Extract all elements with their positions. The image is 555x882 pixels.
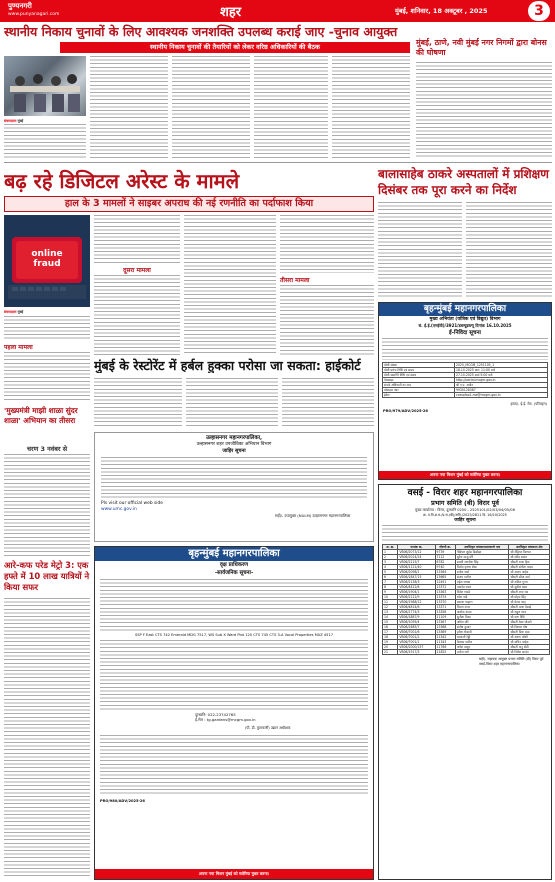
vasai-table-cell: 19 [383, 640, 398, 645]
vasai-table-cell: श्रीमती माया देसाई [509, 605, 550, 610]
vasai-table-row [383, 625, 550, 630]
story1-subhead: स्थानीय निकाय चुनावों की तैयारियों को लेकर वरिष्ठ अधिकारियों की बैठक [60, 42, 410, 53]
vasai-column-header: नोंदणी क्र. [435, 545, 455, 550]
vasai-table-row [383, 645, 550, 650]
issue-date: मुंबई, शनिवार, 18 अक्टूबर , 2025 [395, 7, 488, 15]
vasai-table-cell: विनोद कृष्णा शेख [455, 565, 509, 570]
vasai-table-cell: 16 [383, 625, 398, 630]
vasai-table-cell: 3 [383, 560, 398, 565]
vasai-table-cell: 13363 [435, 590, 455, 595]
story5-subhead: चरण 3 नवंबर से [26, 445, 68, 453]
story1-body-col3 [172, 56, 250, 158]
vasai-table-cell: VB06/2024/24 [398, 555, 435, 560]
story3-body-col4 [280, 285, 374, 355]
vasai-table-cell: VB06/2000/157 [398, 645, 435, 650]
bmc-tree-pro: PRO/980/ADV/2025-26 [100, 799, 145, 803]
bmc-tree-kind: -सार्वजनिक सूचना- [214, 570, 254, 576]
bmc-tree-dept: वृक्ष प्राधिकरण [219, 562, 249, 568]
vasai-table-cell: VB06/4422/6 [398, 585, 435, 590]
vasai-table-cell: 13367 [435, 620, 455, 625]
story3-body-col4a [280, 215, 374, 273]
story1-body-col5 [332, 56, 410, 158]
story3-headline: बढ़ रहे डिजिटल अरेस्ट के मामले [4, 169, 240, 193]
story3-heading-case3: तीसरा मामला [280, 277, 310, 284]
vasai-table-cell: 11109 [435, 615, 455, 620]
bmc-notice-number: सं. ई.ई.(एमईवी)/3921/डब्ल्यूडब्ल्यू दिनांक 16.10.2025 [418, 323, 512, 328]
bmc-tree-authority-notice [94, 546, 374, 880]
story1-body [4, 124, 86, 158]
vasai-table-cell: 13 [383, 610, 398, 615]
vasai-table-cell: दिनेश गावडे [455, 590, 509, 595]
vasai-table-cell: संजय पाटील [455, 575, 509, 580]
vasai-table-cell: श्रीमती संगीता कदम [509, 565, 550, 570]
vasai-table-cell: राजेश शर्मा [455, 570, 509, 575]
story1-headline: स्थानीय निकाय चुनावों के लिए आवश्यक जनशक्ति उपलब्ध कराई जाए -चुनाव आयुक्त [4, 24, 398, 39]
vasai-table-cell: VB06/4814/6 [398, 605, 435, 610]
vasai-table-row [383, 575, 550, 580]
vasai-table-row [383, 620, 550, 625]
story3-body-col1 [4, 316, 90, 340]
vasai-sub: प्रभाग समिति (बी) विरार पूर्व [431, 499, 499, 507]
bmc-notice-sign: हस्ता/- ई.ई. मेव. (परिवहन) [510, 402, 547, 406]
vasai-table-cell: VB06/1121/40 [398, 565, 435, 570]
vasai-body [382, 525, 548, 543]
ulhasnagar-notice [94, 432, 374, 542]
vasai-table-row [383, 610, 550, 615]
vasai-table-cell: 17 [383, 630, 398, 635]
vasai-table-row [383, 640, 550, 645]
bmc-tender-key: वेबसाइट [383, 378, 455, 383]
story1-body-col2 [90, 56, 168, 158]
vasai-table-cell: हरीश गोसावी [455, 630, 509, 635]
vasai-table-cell: 20 [383, 645, 398, 650]
vasai-table-cell: 13370 [435, 600, 455, 605]
vasai-table-cell: विजय नायर [455, 605, 509, 610]
ulhasnagar-link: Pls visit our official web side [101, 501, 164, 506]
vasai-table-cell: VB06/2098/1 [398, 570, 435, 575]
vasai-table-cell: VB06/7001/6 [398, 630, 435, 635]
vasai-table-cell: VB06/2215/7 [398, 560, 435, 565]
bmc-tender-value: 27.10.2025 सायं 5:00 बजे [455, 373, 548, 378]
brand-url[interactable]: www.punyanagari.com [8, 12, 60, 17]
story4-headline: बालासाहेब ठाकरे अस्पतालों में प्रशिक्षण दिसंबर तक पूरा करने का निर्देश [378, 167, 549, 197]
story1-caption: संवाददाता मुंबई [4, 119, 24, 123]
vasai-table-cell: VB06/1847/15 [398, 575, 435, 580]
story3-subhead: हाल के 3 मामलों ने साइबर अपराध की नई रणनीति का पर्दाफाश किया [64, 198, 314, 209]
vasai-table-cell: श्री विशाल घोष [509, 625, 550, 630]
vasai-table-cell: सुनीता मिश्रा [455, 615, 509, 620]
vasai-table-cell: 10 [383, 595, 398, 600]
vasai-table-row [383, 565, 550, 570]
vasai-table-cell: 7 [383, 580, 398, 585]
vasai-table-row [383, 570, 550, 575]
story3-heading-case2: दूसरा मामला [123, 267, 151, 274]
vasai-column-header: अनधिकृत बांधकामधारकाचे नाव [455, 545, 509, 550]
bmc-notice-body [382, 338, 548, 360]
vasai-column-header: अनधिकृत बांधकाम क्षेत्र [509, 545, 550, 550]
vasai-table-cell: श्री केतन शाह [509, 600, 550, 605]
vasai-table-row [383, 550, 550, 555]
masthead [0, 0, 555, 22]
ulhasnagar-dept: उल्हासनगर शहर उपजीविका अभियान विभाग [196, 442, 272, 447]
vasai-table-row [383, 650, 550, 655]
vasai-table-cell: 21 [383, 650, 398, 655]
vasai-column-header: नामांक क्र. [398, 545, 435, 550]
vasai-table-row [383, 635, 550, 640]
story4-body-col1 [378, 202, 462, 298]
vasai-table-cell: महेश जाधव [455, 580, 509, 585]
vasai-table-row [383, 555, 550, 560]
story2-headline: मुंबई, ठाणे, नवी मुंबई नगर निगमों द्वारा बोनस की घोषणा [416, 38, 547, 57]
vasai-table-cell: श्री अरुण जोशी [509, 635, 550, 640]
vasai-table-cell: बालाजी रेड्डी [455, 635, 509, 640]
vasai-table-cell: 13358 [435, 610, 455, 615]
vasai-table-row [383, 605, 550, 610]
vasai-table-cell: श्रीमती राजा हिरा [509, 560, 550, 565]
bmc-tender-key: मोबाइल नंबर [383, 388, 455, 393]
vasai-table-cell: VB06/1685/7 [398, 625, 435, 630]
story3-body-col1b [4, 352, 90, 402]
vasai-table-row [383, 600, 550, 605]
bmc-tender-value: 18.10.2025 प्रात: 11:00 बजे [455, 368, 548, 373]
vasai-table-cell: VB06/1917/3 [398, 650, 435, 655]
vasai-table-row [383, 595, 550, 600]
bmc-tender-value: 2025_MCGM_1251105_1 [455, 363, 548, 368]
bmc-tender-value: श्री ए.ए. अमीन [455, 383, 548, 388]
vasai-table-cell: श्री निलेश सावंत [509, 650, 550, 655]
vasai-table-cell: अमित मोरे [455, 620, 509, 625]
story7-headline: आरे-कफ परेड मेट्रो 3: एक हफ्ते में 10 लाख यात्रियों ने किया सफर [4, 560, 90, 592]
bmc-tender-key: बोली संख्या [383, 363, 455, 368]
bmc-tree-footer: अपना नया मिशन मुंबई को मलेरिया मुक्त करना। [95, 869, 373, 879]
bmc-tender-key: बोली प्रारंभ तिथि एवं समय [383, 368, 455, 373]
vasai-table-cell: संतोष कुमार [455, 625, 509, 630]
story6-body-col1 [94, 378, 182, 428]
bmc-tender-value: ccesofoo1.me@mcgm.gov.in [455, 393, 548, 398]
vasai-table-row [383, 585, 550, 590]
vasai-table-cell: श्री दत्ता शिंदे [509, 615, 550, 620]
vasai-table-cell: VB06/7001/1 [398, 640, 435, 645]
story4-body-col2 [466, 202, 552, 298]
story3-caption: संवाददाता मुंबई [4, 310, 24, 314]
vasai-table-cell: श्रीमती सीमा वर्मा [509, 575, 550, 580]
vasai-table-cell: 13369 [435, 630, 455, 635]
vasai-table-cell: 6 [383, 575, 398, 580]
vasai-table-cell: VB06/1904/1 [398, 590, 435, 595]
vasai-kind: जाहिर सूचना [454, 518, 476, 523]
vasai-virar-notice [378, 484, 552, 880]
vasai-table-cell: 13665 [435, 575, 455, 580]
vasai-office: मुख्य कार्यालय : विरार, दूरध्वनि 0250 - 2525101/02/03/04/05/06 [415, 508, 515, 512]
vasai-table-cell: 7112 [435, 555, 455, 560]
vasai-table-cell: 2 [383, 555, 398, 560]
bmc-tree-body2 [100, 640, 368, 710]
vasai-table-cell: श्री सुनील खान [509, 585, 550, 590]
vasai-table-cell: श्री राहुल परब [509, 610, 550, 615]
vasai-table-cell: VB06/1095/4 [398, 620, 435, 625]
story6-headline: मुंबई के रेस्टोरेंट में हर्बल हुक्का परोसा जा सकता: हाईकोर्ट [94, 358, 361, 373]
bmc-tree-contact: दूरध्वनि: 022-23742765 [195, 712, 236, 717]
bmc-tree-body3 [100, 735, 368, 795]
vasai-table-cell: 9739 [435, 550, 455, 555]
vasai-table-cell: VB06/1887/9 [398, 615, 435, 620]
vasai-table-cell: श्री अजय नाईक [509, 570, 550, 575]
vasai-table-cell: श्रीमती अनु सेठी [509, 645, 550, 650]
vasai-table-cell: VB06/2122/9 [398, 595, 435, 600]
vasai-table-cell: श्रीमती लता राव [509, 590, 550, 595]
brand-name: पुण्यनगरी [8, 2, 32, 10]
vasai-table-cell: श्री अनिल गुप्ता [509, 580, 550, 585]
vasai-table-cell: 11343 [435, 640, 455, 645]
vasai-table-cell: 11825 [435, 650, 455, 655]
vasai-table-cell: 6782 [435, 560, 455, 565]
vasai-table-cell: श्री रॉड्रिग्ज विल्यम [509, 550, 550, 555]
bmc-tender-key: बोली समाप्ति तिथि एवं समय [383, 373, 455, 378]
vasai-title: वसई - विरार शहर महानगरपालिका [407, 488, 523, 498]
vasai-table-cell: 9 [383, 590, 398, 595]
bmc-tree-sign: (पी. डी. कुलकर्णी) उद्यान अधीक्षक [245, 726, 291, 730]
story3-heading-case1: पहला मामला [4, 344, 33, 351]
bmc-tender-value: 9930128387 [455, 388, 548, 393]
bmc-notice-dept: मुख्य अभियंता (यांत्रिक एवं विद्युत) विभाग [429, 317, 501, 322]
vasai-table-cell: 1 [383, 550, 398, 555]
bmc-notice-footer: अपना नया मिशन मुंबई को मलेरिया मुक्त करना। [379, 471, 551, 479]
vasai-column-header: अ. क्र. [383, 545, 398, 550]
bmc-notice-title: बृहन्मुंबई महानगरपालिका [379, 303, 551, 316]
photo-overlay-text: online fraud [31, 249, 63, 269]
ulhasnagar-sign: सही/- उपायुक्त (NULM) उल्हासनगर महानगरपालिका [275, 513, 351, 518]
vasai-table-cell: श्रीमती रेखा भोसले [509, 620, 550, 625]
story7-body [4, 598, 90, 876]
bmc-tender-value[interactable]: http://portal.mcgm.gov.in [455, 378, 548, 383]
vasai-table-cell: VB06/1988/12 [398, 600, 435, 605]
story3-body-col3 [184, 215, 276, 355]
bmc-eprocurement-notice [378, 302, 552, 480]
office-meeting-image [4, 56, 86, 116]
story3-body-col2b [94, 275, 180, 355]
vasai-table-cell: रमेश पांडे [455, 595, 509, 600]
vasai-table-cell: 11 [383, 600, 398, 605]
vasai-table-cell: 9740 [435, 565, 455, 570]
vasai-table-cell: 15 [383, 620, 398, 625]
bmc-tender-key: ईमेल [383, 393, 455, 398]
story2-body [416, 62, 552, 158]
vasai-table-row [383, 580, 550, 585]
vasai-table-cell: 8 [383, 585, 398, 590]
vasai-table-cell: श्री रवींद्र सावंत [509, 555, 550, 560]
bmc-tree-address: SSP F East CTS 742 Emerald MDG 7517, WS Sub X Ward Plot 120 CTS 745 CTS 3-A Vocal Properties MUZ 4517 [134, 633, 334, 637]
vasai-table-cell: 12491 [435, 580, 455, 585]
vasai-table-cell: 13374 [435, 595, 455, 600]
story5-body [4, 454, 90, 556]
vasai-table-cell: मनोज राणे [455, 650, 509, 655]
vasai-table-cell: 12 [383, 605, 398, 610]
vasai-table-cell: 13371 [435, 605, 455, 610]
vasai-table-cell: अशोक यादव [455, 610, 509, 615]
ulhasnagar-url[interactable]: www.umc.gov.in [101, 507, 137, 512]
page-number: 3 [528, 1, 550, 21]
vasai-table-cell: VB06/7001/2 [398, 635, 435, 640]
bmc-tree-title: बृहन्मुंबई महानगरपालिका [95, 547, 373, 561]
bmc-tender-row [383, 393, 548, 398]
bmc-tree-body [100, 579, 368, 631]
vasai-table-cell: जयेश ठाकूर [455, 645, 509, 650]
vasai-table-cell: श्रीमती प्रिया दास [509, 630, 550, 635]
bmc-notice-pro: PRO/979/ADV/2025-26 [383, 409, 428, 413]
vasai-table-cell: सुरेश नरसु मोरे [455, 555, 509, 560]
vasai-table-row [383, 590, 550, 595]
bmc-tree-email[interactable]: ई-मेल : tg.gardens@mcgm.gov.in [195, 717, 256, 722]
vasai-sign: सही/- सहायक आयुक्त प्रभाग समिति (बी) विरार पूर्व वसई-विरार शहर महानगरपालिका [479, 657, 544, 666]
vasai-ref: क्र. व.वि.श.म./प्र.स.(बी)/अति./2025/2811 दि. 16/10/2025 [423, 513, 507, 517]
vasai-table-cell: नामदेव पवार [455, 585, 509, 590]
vasai-table-row [383, 615, 550, 620]
vasai-table-cell: 11342 [435, 635, 455, 640]
story3-subhead-box [4, 196, 374, 212]
story1-photo [4, 56, 86, 116]
bmc-tender-key: संपर्क अधिकारी का नाम [383, 383, 455, 388]
story3-body-col2 [94, 215, 180, 263]
ulhasnagar-title: जाहिर सूचना [222, 448, 246, 454]
bmc-notice-kind: ई-निविदा सूचना [449, 330, 481, 336]
vasai-table-cell: 5 [383, 570, 398, 575]
story6-body-col2 [186, 378, 278, 428]
vasai-table-cell: 13364 [435, 570, 455, 575]
story5-headline: 'मुख्यमंत्री माझी शाळा सुंदर शाळा' अभियान का तीसरा [4, 406, 78, 425]
vasai-table-cell: 18 [383, 635, 398, 640]
story6-body-col3 [282, 378, 374, 428]
vasai-table-cell: VB06/1774/3 [398, 610, 435, 615]
vasai-table-cell: श्री सचिन नाईक [509, 640, 550, 645]
vasai-table-cell: गेब्रियल लुईस डिसोझा [455, 550, 509, 555]
bmc-tender-table [382, 362, 548, 398]
vasai-table-cell: स्वामी जगदीश सिंह [455, 560, 509, 565]
vasai-table-cell: VB06/2073/12 [398, 550, 435, 555]
ulhasnagar-org: उल्हासनगर महानगरपालिका, [205, 435, 263, 441]
vasai-table-cell: 4 [383, 565, 398, 570]
vasai-table-cell: 13368 [435, 625, 455, 630]
vasai-table-cell: श्री मोहन सिंह [509, 595, 550, 600]
vasai-table-cell: 13372 [435, 585, 455, 590]
vasai-table [382, 544, 550, 655]
story3-photo [4, 215, 90, 307]
story1-body-col4 [254, 56, 328, 158]
vasai-table-cell: 11766 [435, 645, 455, 650]
vasai-table-cell: 14 [383, 615, 398, 620]
vasai-table-cell: कैलास पाटील [455, 640, 509, 645]
vasai-table-cell: VB06/2138/3 [398, 580, 435, 585]
vasai-table-row [383, 560, 550, 565]
ulhasnagar-body [101, 457, 367, 499]
section-title: शहर [220, 5, 242, 20]
vasai-table-cell: प्रकाश चव्हाण [455, 600, 509, 605]
vasai-table-row [383, 630, 550, 635]
